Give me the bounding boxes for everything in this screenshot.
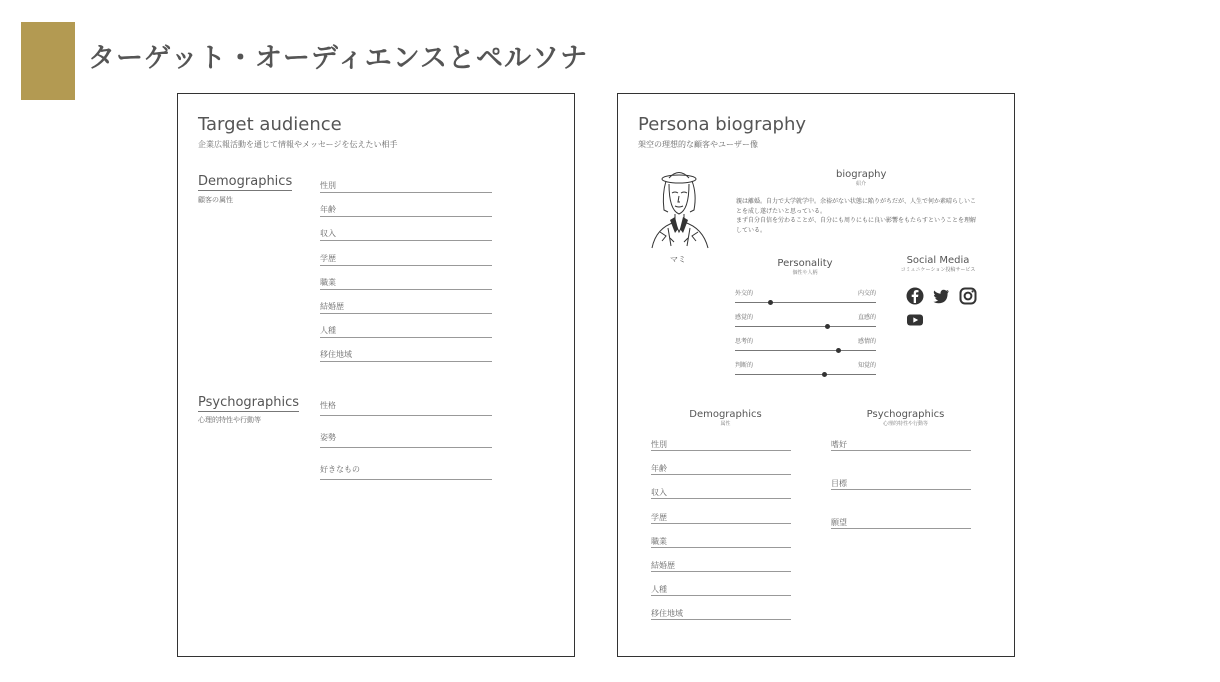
- slider-left-label: 判断的: [735, 362, 754, 369]
- biography-sub: 紹介: [855, 181, 866, 187]
- slider-track: [735, 374, 876, 375]
- field-label: 性別: [651, 440, 667, 449]
- field-label: 目標: [831, 479, 847, 488]
- field-underline: [831, 450, 971, 451]
- personality-slider[interactable]: [735, 312, 876, 332]
- slider-handle[interactable]: [825, 324, 830, 329]
- field-underline: [320, 192, 492, 193]
- field-underline: [320, 361, 492, 362]
- persona-subtitle: 架空の理想的な顧客やユーザー像: [638, 140, 758, 149]
- field-underline: [651, 547, 791, 548]
- form-field[interactable]: [651, 608, 791, 620]
- field-label: 姿勢: [320, 433, 336, 442]
- form-field[interactable]: [831, 517, 971, 529]
- field-underline: [651, 474, 791, 475]
- slider-handle[interactable]: [822, 372, 827, 377]
- personality-slider[interactable]: [735, 288, 876, 308]
- persona-demographics-heading-block: [678, 409, 773, 427]
- slider-track: [735, 302, 876, 303]
- form-field[interactable]: [831, 439, 971, 451]
- persona-psychographics-heading: Psychographics: [866, 409, 945, 420]
- field-label: 学歴: [320, 253, 336, 263]
- field-label: 人種: [320, 326, 336, 336]
- slider-track: [735, 350, 876, 351]
- demographics-heading: Demographics: [198, 174, 293, 189]
- form-field[interactable]: [651, 439, 791, 451]
- field-underline: [651, 619, 791, 620]
- form-field[interactable]: [320, 349, 492, 362]
- slider-handle[interactable]: [768, 300, 773, 305]
- persona-sheet: [617, 93, 1015, 657]
- personality-heading: Personality: [777, 258, 833, 269]
- field-underline: [831, 489, 971, 490]
- field-label: 好きなもの: [320, 465, 360, 474]
- field-underline: [320, 289, 492, 290]
- personality-sub: 個性や人柄: [792, 270, 818, 276]
- field-label: 収入: [320, 229, 336, 239]
- biography-heading-block: [836, 169, 886, 187]
- field-label: 性別: [320, 181, 336, 190]
- field-label: 職業: [651, 536, 667, 546]
- facebook-icon[interactable]: [905, 286, 925, 306]
- persona-name: マミ: [670, 255, 686, 264]
- field-underline: [320, 265, 492, 266]
- slider-right-label: 直感的: [857, 314, 876, 321]
- slider-right-label: 感情的: [857, 338, 876, 345]
- biography-text: [736, 197, 981, 235]
- field-underline: [651, 523, 791, 524]
- form-field[interactable]: [320, 253, 492, 266]
- form-field[interactable]: [320, 204, 492, 217]
- social-sub: コミュニケーション投稿サービス: [900, 267, 976, 273]
- field-underline: [320, 479, 492, 480]
- field-underline: [651, 595, 791, 596]
- slider-track: [735, 326, 876, 327]
- target-audience-sheet: [177, 93, 575, 657]
- social-heading: Social Media: [906, 255, 970, 266]
- target-title: Target audience: [198, 114, 342, 135]
- persona-psychographics-heading-block: [853, 409, 958, 427]
- field-label: 性格: [320, 401, 336, 410]
- field-label: 年齢: [320, 205, 336, 215]
- biography-line: まず自分自信を労わることが、自分にも周りにもに良い影響をもたらすということを理解している。: [736, 217, 977, 234]
- title-accent-block: [21, 22, 75, 100]
- personality-heading-block: [770, 258, 840, 276]
- form-field[interactable]: [320, 277, 492, 290]
- slider-right-label: 知覚的: [857, 362, 876, 369]
- slide-title: ターゲット・オーディエンスとペルソナ: [88, 43, 588, 74]
- form-field[interactable]: [651, 512, 791, 524]
- biography-heading: biography: [836, 169, 887, 180]
- persona-demographics-heading: Demographics: [689, 409, 762, 420]
- demographics-sub: 顧客の属性: [198, 196, 233, 204]
- field-underline: [651, 571, 791, 572]
- target-subtitle: 企業広報活動を通じて情報やメッセージを伝えたい相手: [198, 140, 398, 149]
- field-underline: [651, 450, 791, 451]
- persona-illustration-icon: [642, 166, 717, 251]
- youtube-icon[interactable]: [905, 310, 925, 330]
- field-underline: [831, 528, 971, 529]
- field-underline: [320, 240, 492, 241]
- psychographics-heading: Psychographics: [198, 395, 300, 410]
- field-label: 人種: [651, 585, 667, 595]
- field-underline: [651, 498, 791, 499]
- slider-left-label: 外交的: [735, 290, 754, 297]
- slider-left-label: 感覚的: [735, 314, 754, 321]
- social-heading-block: [898, 255, 978, 273]
- form-field[interactable]: [651, 584, 791, 596]
- field-label: 願望: [831, 518, 847, 527]
- personality-slider[interactable]: [735, 360, 876, 380]
- slider-right-label: 内交的: [857, 290, 876, 297]
- form-field[interactable]: [320, 432, 492, 448]
- persona-demographics-sub: 属性: [720, 421, 731, 427]
- field-label: 職業: [320, 277, 336, 287]
- field-underline: [320, 216, 492, 217]
- field-label: 移住地域: [320, 350, 352, 360]
- persona-psychographics-sub: 心理的特性や行動等: [882, 421, 928, 427]
- form-field[interactable]: [320, 400, 492, 416]
- form-field[interactable]: [320, 228, 492, 241]
- field-label: 嗜好: [831, 440, 847, 449]
- psychographics-sub: 心理的特性や行動等: [198, 416, 261, 424]
- persona-title: Persona biography: [638, 114, 807, 135]
- form-field[interactable]: [320, 325, 492, 338]
- biography-line: 親は離婚。自力で大学就学中。余裕がない状態に陥りがちだが、人生で何か素晴らしいことを成し遂げたいと思っている。: [736, 198, 977, 215]
- field-underline: [320, 447, 492, 448]
- form-field[interactable]: [651, 536, 791, 548]
- field-label: 結婚歴: [651, 561, 675, 570]
- field-label: 年齢: [651, 464, 667, 474]
- slider-handle[interactable]: [836, 348, 841, 353]
- twitter-icon[interactable]: [931, 286, 951, 306]
- form-field[interactable]: [320, 180, 492, 193]
- slider-left-label: 思考的: [735, 338, 754, 345]
- field-label: 移住地域: [651, 609, 683, 619]
- field-label: 結婚歴: [320, 302, 344, 311]
- field-label: 学歴: [651, 512, 667, 522]
- field-underline: [320, 415, 492, 416]
- field-label: 収入: [651, 488, 667, 498]
- form-field[interactable]: [320, 464, 492, 480]
- form-field[interactable]: [651, 487, 791, 499]
- field-underline: [320, 313, 492, 314]
- form-field[interactable]: [320, 301, 492, 314]
- form-field[interactable]: [651, 463, 791, 475]
- form-field[interactable]: [831, 478, 971, 490]
- field-underline: [320, 337, 492, 338]
- form-field[interactable]: [651, 560, 791, 572]
- instagram-icon[interactable]: [958, 286, 978, 306]
- personality-slider[interactable]: [735, 336, 876, 356]
